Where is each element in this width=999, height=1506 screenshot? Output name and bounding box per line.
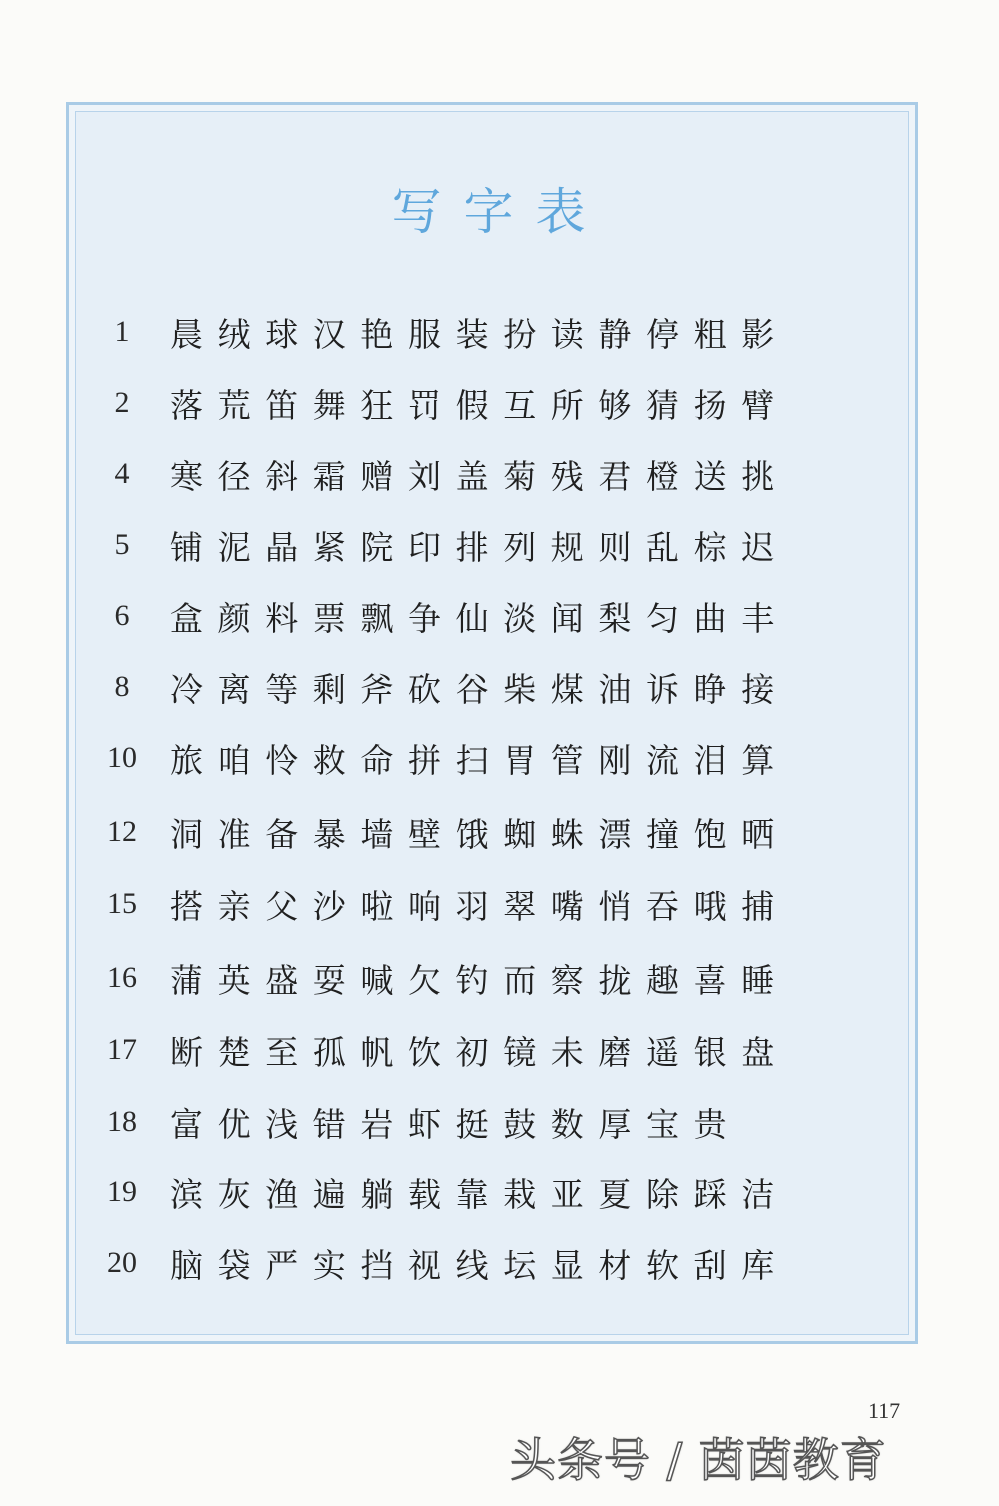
lesson-number: 19 (107, 1175, 137, 1208)
list-item (92, 802, 789, 862)
lesson-number: 16 (107, 961, 137, 994)
list-item (92, 1092, 741, 1152)
lesson-characters: 滨灰渔遍躺载靠栽亚夏除踩洁 (170, 1174, 789, 1214)
lesson-characters: 搭亲父沙啦响羽翠嘴悄吞哦捕 (170, 886, 789, 926)
lesson-characters: 盒颜料票飘争仙淡闻梨匀曲丰 (170, 598, 789, 638)
table-frame (66, 102, 918, 1344)
list-item (92, 657, 789, 717)
lesson-number: 17 (107, 1033, 137, 1066)
lesson-number: 15 (107, 887, 137, 920)
lesson-number: 2 (114, 386, 130, 419)
list-item (92, 874, 789, 934)
lesson-characters: 断楚至孤帆饮初镜未磨遥银盘 (170, 1032, 789, 1072)
list-item (92, 1233, 789, 1293)
lesson-number: 4 (114, 457, 130, 490)
list-item (92, 1020, 789, 1080)
lesson-characters: 洞准备暴墙壁饿蜘蛛漂撞饱晒 (170, 814, 789, 854)
lesson-characters: 富优浅错岩虾挺鼓数厚宝贵 (170, 1104, 742, 1144)
page-title: 写字表 (391, 183, 608, 241)
lesson-characters: 脑袋严实挡视线坛显材软刮库 (170, 1245, 789, 1285)
list-item (92, 728, 789, 788)
page-number: 117 (868, 1398, 901, 1423)
lesson-characters: 旅咱怜救命拼扫胃管刚流泪算 (170, 740, 789, 780)
lesson-characters: 铺泥晶紧院印排列规则乱棕迟 (170, 527, 789, 567)
lesson-characters: 寒径斜霜赠刘盖菊残君橙送挑 (170, 456, 789, 496)
list-item (92, 1162, 789, 1222)
lesson-number: 6 (114, 599, 130, 632)
lesson-number: 12 (107, 815, 137, 848)
lesson-characters: 晨绒球汉艳服装扮读静停粗影 (170, 314, 789, 354)
lesson-number: 10 (107, 741, 137, 774)
list-item (92, 302, 789, 362)
list-item (92, 444, 789, 504)
lesson-number: 8 (114, 670, 130, 703)
lesson-characters: 冷离等剩斧砍谷柴煤油诉睁接 (170, 669, 789, 709)
watermark-text: 头条号 / 茵茵教育 (510, 1433, 887, 1487)
list-item (92, 515, 789, 575)
lesson-number: 5 (114, 528, 130, 561)
lesson-number: 20 (107, 1246, 137, 1279)
list-item (92, 948, 789, 1008)
lesson-number: 18 (107, 1105, 137, 1138)
list-item (92, 373, 789, 433)
lesson-characters: 蒲英盛耍喊欠钓而察拢趣喜睡 (170, 960, 789, 1000)
list-item (92, 586, 789, 646)
lesson-characters: 落荒笛舞狂罚假互所够猜扬臂 (170, 385, 789, 425)
lesson-number: 1 (114, 315, 130, 348)
